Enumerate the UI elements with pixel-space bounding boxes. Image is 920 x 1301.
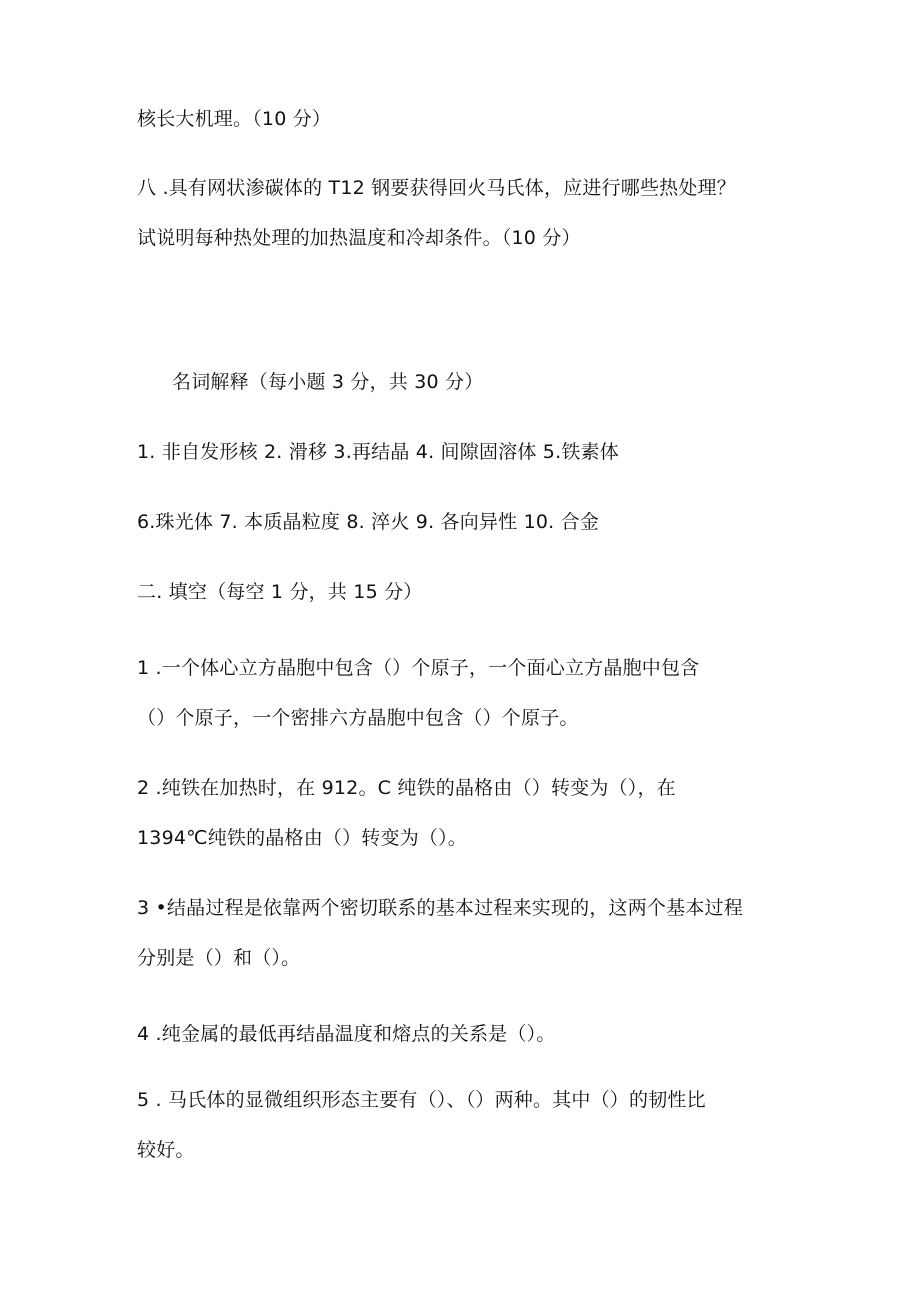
question-8-line-1: 八 .具有网状渗碳体的 T12 钢要获得回火马氏体，应进行哪些热处理？ bbox=[137, 177, 736, 199]
section-heading-fill-blank: 二. 填空（每空 1 分，共 15 分） bbox=[137, 581, 423, 603]
fill-blank-5-line-1: 5 . 马氏体的显微组织形态主要有（）、（）两种。其中（）的韧性比 bbox=[137, 1089, 706, 1111]
fill-blank-3-line-1: 3 •结晶过程是依靠两个密切联系的基本过程来实现的，这两个基本过程 bbox=[137, 897, 743, 919]
fill-blank-2-line-2: 1394℃纯铁的晶格由（）转变为（）。 bbox=[137, 827, 467, 849]
fill-blank-1-line-2: （）个原子，一个密排六方晶胞中包含（）个原子。 bbox=[137, 707, 579, 729]
fill-blank-2-line-1: 2 .纯铁在加热时，在 912。C 纯铁的晶格由（）转变为（），在 bbox=[137, 777, 676, 799]
fill-blank-3-line-2: 分别是（）和（）。 bbox=[137, 947, 301, 969]
fill-blank-1-line-1: 1 .一个体心立方晶胞中包含（）个原子，一个面心立方晶胞中包含 bbox=[137, 657, 700, 679]
fill-blank-5-line-2: 较好。 bbox=[137, 1139, 195, 1161]
section-heading-definitions: 名词解释（每小题 3 分，共 30 分） bbox=[172, 371, 484, 393]
definitions-terms-line-2: 6.珠光体 7. 本质晶粒度 8. 淬火 9. 各向异性 10. 合金 bbox=[137, 511, 600, 533]
definitions-terms-line-1: 1. 非自发形核 2. 滑移 3.再结晶 4. 间隙固溶体 5.铁素体 bbox=[137, 441, 619, 463]
fill-blank-4: 4 .纯金属的最低再结晶温度和熔点的关系是（）。 bbox=[137, 1023, 556, 1045]
question-7-ending: 核长大机理。（10 分） bbox=[137, 108, 332, 130]
question-8-line-2: 试说明每种热处理的加热温度和冷却条件。（10 分） bbox=[137, 227, 581, 249]
